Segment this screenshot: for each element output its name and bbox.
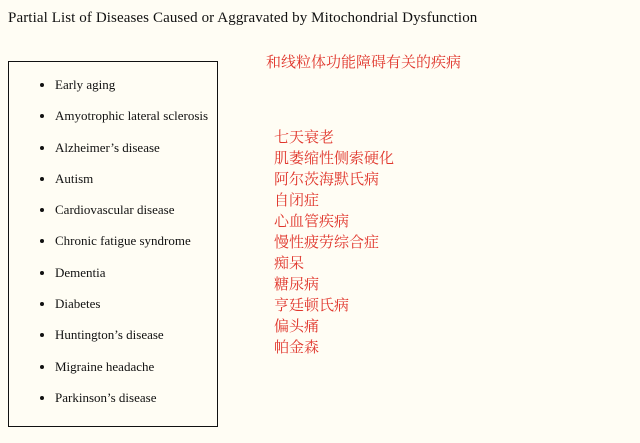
- page-title: Partial List of Diseases Caused or Aggravated by Mitochondrial Dysfunction: [8, 10, 478, 26]
- list-item: 糖尿病: [274, 275, 320, 293]
- list-item: • Huntington’s disease: [55, 327, 208, 358]
- list-item: • Cardiovascular disease: [55, 202, 208, 233]
- list-item: 心血管疾病: [274, 212, 350, 230]
- list-item: 阿尔茨海默氏病: [274, 170, 380, 188]
- list-item: • Diabetes: [55, 296, 208, 327]
- list-item: • Migraine headache: [55, 359, 208, 390]
- list-item: • Dementia: [55, 265, 208, 296]
- list-item: • Chronic fatigue syndrome: [55, 233, 208, 264]
- list-item: 自闭症: [274, 191, 320, 209]
- chinese-disease-list: [274, 127, 394, 358]
- list-item: 痴呆: [274, 254, 305, 272]
- list-item: • Amyotrophic lateral sclerosis: [55, 108, 208, 139]
- list-item: • Early aging: [55, 77, 208, 108]
- list-item: • Autism: [55, 171, 208, 202]
- list-item: 七天衰老: [274, 128, 335, 146]
- english-disease-list: [9, 77, 208, 421]
- list-item: 亨廷顿氏病: [274, 296, 350, 314]
- list-item: • Parkinson’s disease: [55, 390, 208, 421]
- list-item: 肌萎缩性侧索硬化: [274, 149, 395, 167]
- list-item: • Alzheimer’s disease: [55, 140, 208, 171]
- list-item: 偏头痛: [274, 317, 320, 335]
- chinese-heading: 和线粒体功能障碍有关的疾病: [266, 53, 462, 71]
- list-item: 慢性疲劳综合症: [274, 233, 380, 251]
- list-item: 帕金森: [274, 338, 320, 356]
- english-disease-list-box: [8, 61, 218, 427]
